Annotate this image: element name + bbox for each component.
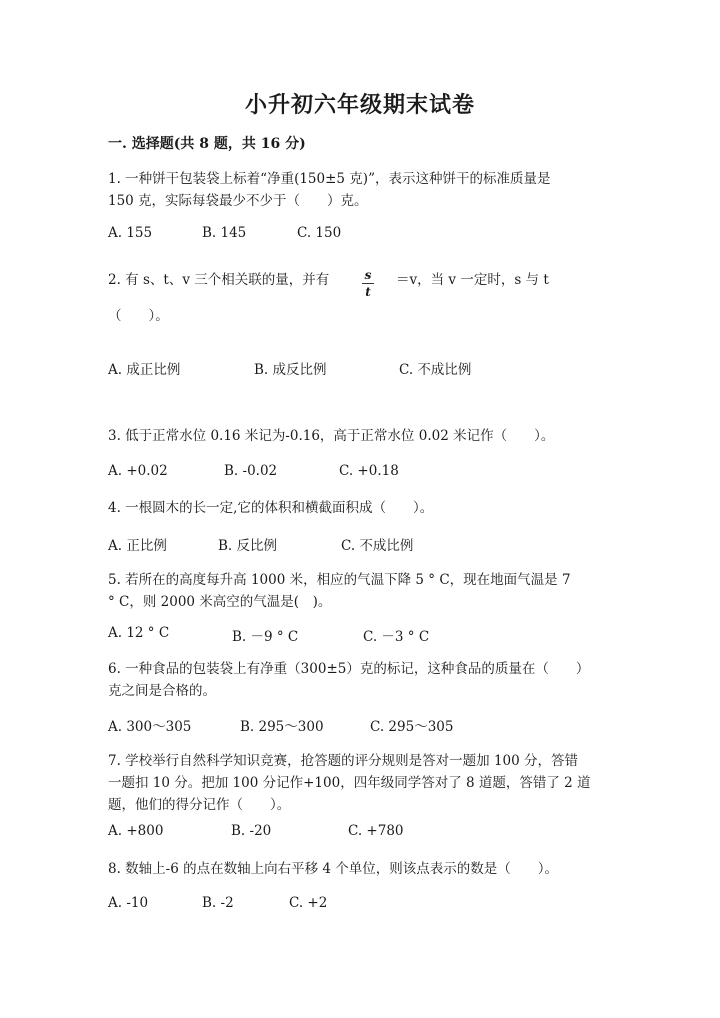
question-4-option-c: C. 不成比例: [341, 538, 414, 554]
question-3-option-c: C. +0.18: [339, 463, 399, 479]
question-1-option-a: A. 155: [108, 225, 153, 241]
question-8-option-b: B. -2: [202, 895, 234, 911]
question-1-option-c: C. 150: [297, 225, 342, 241]
question-6-option-a: A. 300～305: [108, 719, 192, 735]
question-1-line-1: 1. 一种饼干包装袋上标着“净重(150±5 克)”，表示这种饼干的标准质量是: [108, 171, 551, 187]
fraction-bar: [362, 283, 374, 284]
question-2-option-c: C. 不成比例: [399, 362, 472, 378]
question-2-line-2: （ ）。: [108, 308, 169, 324]
question-7-line-3: 题，他们的得分记作（ ）。: [108, 797, 291, 813]
section-heading: 一. 选择题(共 8 题，共 16 分): [108, 136, 306, 152]
fraction-denominator: t: [365, 285, 371, 299]
question-2-line-1: 2. 有 s、t、v 三个相关联的量，并有: [108, 272, 330, 288]
question-6-line-1: 6. 一种食品的包装袋上有净重（300±5）克的标记，这种食品的质量在（ ）: [108, 661, 590, 677]
fraction-numerator: s: [364, 268, 372, 282]
question-4-option-a: A. 正比例: [108, 538, 167, 554]
question-1-line-2: 150 克，实际每袋最少不少于（ ）克。: [108, 193, 368, 209]
question-8-option-c: C. +2: [289, 895, 328, 911]
question-4-option-b: B. 反比例: [218, 538, 278, 554]
question-6-line-2: 克之间是合格的。: [108, 683, 216, 699]
page-title: 小升初六年级期末试卷: [244, 92, 475, 118]
question-5-option-a: A. 12 ° C: [108, 625, 170, 641]
question-5-line-1: 5. 若所在的高度每升高 1000 米，相应的气温下降 5 ° C，现在地面气温是 7: [108, 572, 571, 588]
question-7-option-c: C. +780: [348, 823, 404, 839]
question-2-option-a: A. 成正比例: [108, 362, 181, 378]
fraction-s-over-t: [362, 268, 374, 299]
question-7-line-1: 7. 学校举行自然科学知识竞赛，抢答题的评分规则是答对一题加 100 分，答错: [108, 753, 579, 769]
question-5-line-2: ° C，则 2000 米高空的气温是( )。: [108, 594, 332, 610]
question-6-option-c: C. 295～305: [370, 719, 454, 735]
question-5-option-b: B. －9 ° C: [232, 629, 299, 645]
question-8-option-a: A. -10: [108, 895, 149, 911]
question-8-line-1: 8. 数轴上-6 的点在数轴上向右平移 4 个单位，则该点表示的数是（ ）。: [108, 861, 559, 877]
question-7-line-2: 一题扣 10 分。把加 100 分记作+100，四年级同学答对了 8 道题，答错了 2 道: [108, 775, 591, 791]
question-3-option-b: B. -0.02: [224, 463, 278, 479]
question-2-line-1-cont: ＝v，当 v 一定时，s 与 t: [396, 272, 549, 288]
question-1-option-b: B. 145: [202, 225, 247, 241]
question-7-option-a: A. +800: [108, 823, 164, 839]
question-3-option-a: A. +0.02: [108, 463, 168, 479]
question-5-option-c: C. －3 ° C: [363, 629, 430, 645]
question-2-option-b: B. 成反比例: [254, 362, 327, 378]
question-6-option-b: B. 295～300: [240, 719, 324, 735]
question-7-option-b: B. -20: [231, 823, 272, 839]
question-3-line-1: 3. 低于正常水位 0.16 米记为-0.16，高于正常水位 0.02 米记作（ ）。: [108, 428, 555, 444]
question-4-line-1: 4. 一根圆木的长一定,它的体积和横截面积成（ ）。: [108, 500, 434, 516]
